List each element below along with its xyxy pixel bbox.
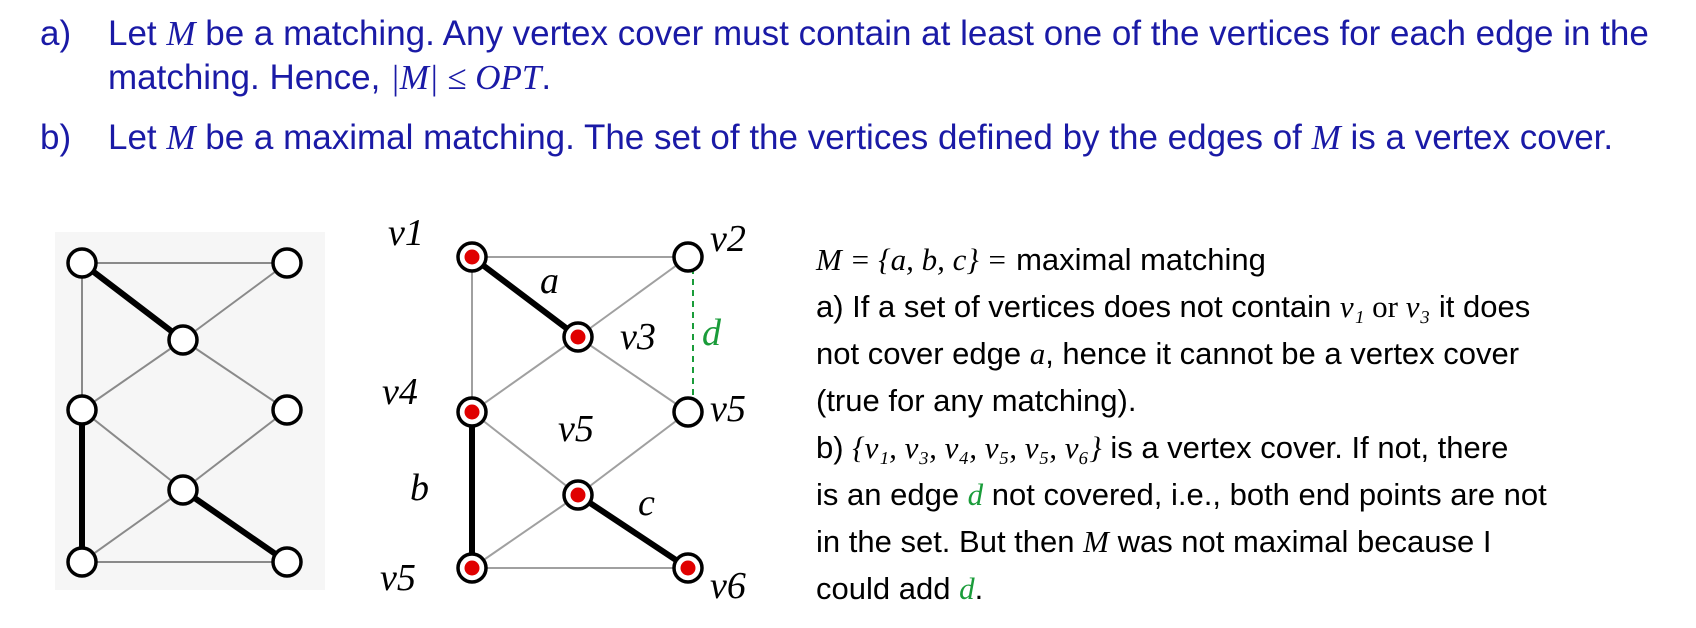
- vertex: [273, 396, 301, 424]
- explanation-line-3: not cover edge a, hence it cannot be a vertex cover: [816, 336, 1520, 371]
- statement-b: [40, 116, 1680, 208]
- label-edge-b: b: [410, 467, 429, 509]
- graph-labeled: [380, 215, 780, 620]
- vertex-v3-mark: [571, 330, 586, 345]
- explanation-line-6: is an edge d not covered, i.e., both end points are not: [816, 477, 1547, 512]
- label-v5-bottom: v5: [380, 557, 416, 599]
- label-v5-center: v5: [558, 408, 594, 450]
- statement-b-label: b): [40, 118, 72, 157]
- vertex: [273, 249, 301, 277]
- vertex-v2: [674, 243, 702, 271]
- explanation-line-2: a) If a set of vertices does not contain v₁ or v₃ it does: [816, 289, 1531, 324]
- vertex: [169, 326, 197, 354]
- statement-a: [40, 12, 1680, 104]
- label-edge-d: d: [702, 312, 721, 354]
- explanation-line-8: could add d.: [816, 571, 984, 606]
- graph-unlabeled: [55, 232, 325, 590]
- edge-v5-v5: [578, 412, 688, 495]
- label-v6: v6: [710, 565, 746, 607]
- label-edge-c: c: [638, 482, 655, 524]
- explanation-line-4: (true for any matching).: [816, 383, 1137, 418]
- edge-a: [472, 257, 578, 337]
- vertex: [68, 249, 96, 277]
- statement-a-label: a): [40, 14, 72, 53]
- statement-a-text: Let M be a matching. Any vertex cover must contain at least one of the vertices for each edge in the matching. Hence, |M| ≤ OPT.: [108, 14, 1649, 97]
- vertex: [68, 548, 96, 576]
- label-v1: v1: [388, 215, 424, 254]
- label-edge-a: a: [540, 260, 559, 302]
- vertex: [68, 396, 96, 424]
- vertex-v5-right: [674, 398, 702, 426]
- edge-v3-v4: [472, 337, 578, 412]
- vertex: [169, 476, 197, 504]
- label-v5-right: v5: [710, 388, 746, 430]
- explanation-block: [816, 236, 1686, 612]
- vertex-v6-mark: [681, 561, 696, 576]
- label-v3: v3: [620, 316, 656, 358]
- explanation-line-7: in the set. But then M was not maximal because I: [816, 524, 1492, 559]
- explanation-line-5: b) {v₁, v₃, v₄, v₅, v₅, v₆} is a vertex cover. If not, there: [816, 430, 1509, 465]
- label-v2: v2: [710, 218, 746, 260]
- vertex-v5-center-mark: [571, 488, 586, 503]
- vertex-v4-mark: [465, 405, 480, 420]
- explanation-line-1: M = {a, b, c} = maximal matching: [816, 242, 1266, 277]
- vertex: [273, 548, 301, 576]
- vertex-v5-bottom-mark: [465, 561, 480, 576]
- label-v4: v4: [382, 371, 418, 413]
- edge-v5-v5b: [472, 495, 578, 568]
- statement-b-text: Let M be a maximal matching. The set of the vertices defined by the edges of M is a vertex cover.: [108, 118, 1614, 157]
- vertex-v1-mark: [465, 250, 480, 265]
- edge-c: [578, 495, 688, 568]
